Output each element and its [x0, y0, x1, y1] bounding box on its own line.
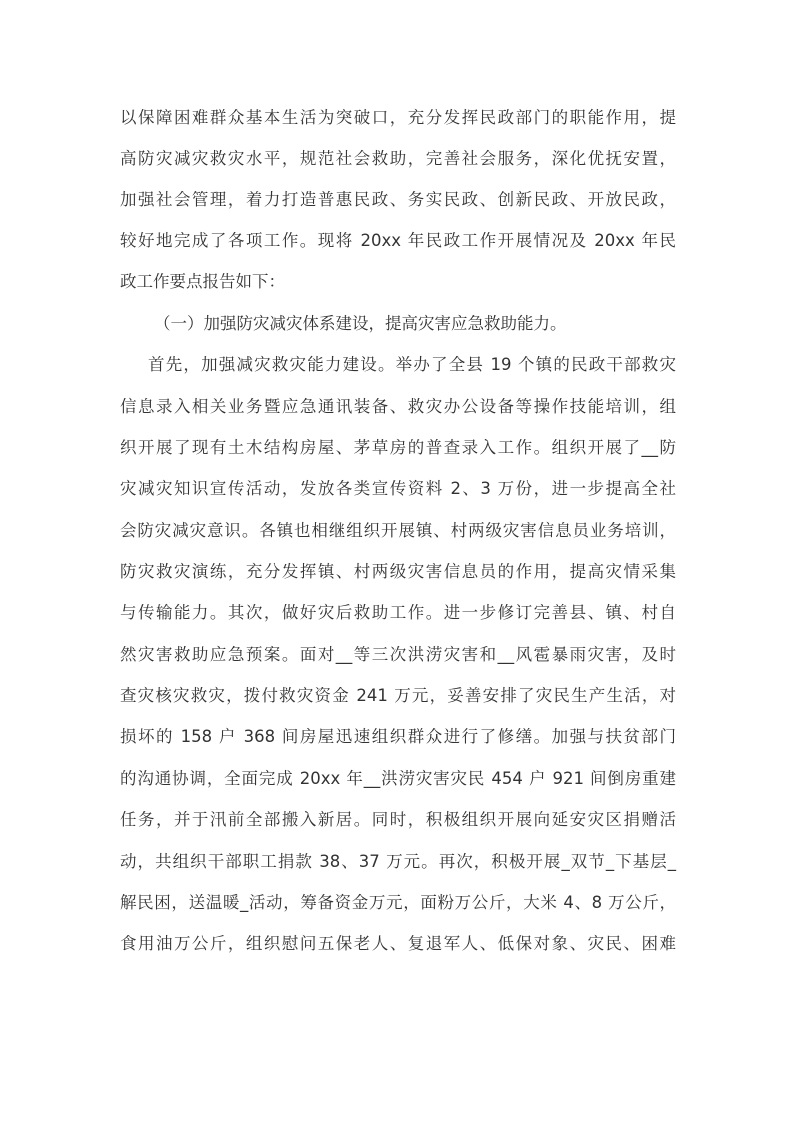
paragraph-line-19: 解民困，送温暖_活动，筹备资金万元，面粉万公斤，大米 4、8 万公斤， [120, 893, 676, 912]
paragraph-line-5: 政工作要点报告如下： [120, 272, 285, 291]
paragraph-line-2: 高防灾减灾救灾水平，规范社会救助，完善社会服务，深化优抚安置， [120, 149, 676, 168]
paragraph-line-12: 与传输能力。其次，做好灾后救助工作。进一步修订完善县、镇、村自 [120, 603, 676, 622]
paragraph-line-11: 防灾救灾演练，充分发挥镇、村两级灾害信息员的作用，提高灾情采集 [120, 562, 676, 581]
paragraph-line-17: 任务，并于汛前全部搬入新居。同时，积极组织开展向延安灾区捐赠活 [120, 810, 676, 829]
paragraph-line-20: 食用油万公斤，组织慰问五保老人、复退军人、低保对象、灾民、困难 [120, 934, 676, 953]
paragraph-line-16: 的沟通协调，全面完成 20xx 年__洪涝灾害灾民 454 户 921 间倒房重建 [120, 769, 676, 788]
paragraph-line-14: 查灾核灾救灾，拨付救灾资金 241 万元，妥善安排了灾民生产生活，对 [120, 686, 676, 705]
paragraph-line-8: 织开展了现有土木结构房屋、茅草房的普查录入工作。组织开展了__防 [120, 438, 676, 457]
paragraph-line-9: 灾减灾知识宣传活动，发放各类宣传资料 2、3 万份，进一步提高全社 [120, 479, 676, 498]
paragraph-line-15: 损坏的 158 户 368 间房屋迅速组织群众进行了修缮。加强与扶贫部门 [120, 727, 676, 746]
paragraph-line-13: 然灾害救助应急预案。面对__等三次洪涝灾害和__风雹暴雨灾害，及时 [120, 645, 676, 664]
paragraph-line-1: 以保障困难群众基本生活为突破口，充分发挥民政部门的职能作用，提 [120, 108, 676, 127]
paragraph-line-4: 较好地完成了各项工作。现将 20xx 年民政工作开展情况及 20xx 年民 [120, 231, 676, 250]
paragraph-line-6: 首先，加强减灾救灾能力建设。举办了全县 19 个镇的民政干部救灾 [148, 355, 676, 374]
paragraph-line-3: 加强社会管理，着力打造普惠民政、务实民政、创新民政、开放民政， [120, 190, 676, 209]
paragraph-line-10: 会防灾减灾意识。各镇也相继组织开展镇、村两级灾害信息员业务培训， [120, 521, 676, 540]
paragraph-line-18: 动，共组织干部职工捐款 38、37 万元。再次，积极开展_双节_下基层_ [120, 852, 676, 871]
section-heading: （一）加强防灾减灾体系建设，提高灾害应急救助能力。 [154, 314, 567, 333]
paragraph-line-7: 信息录入相关业务暨应急通讯装备、救灾办公设备等操作技能培训，组 [120, 397, 676, 416]
